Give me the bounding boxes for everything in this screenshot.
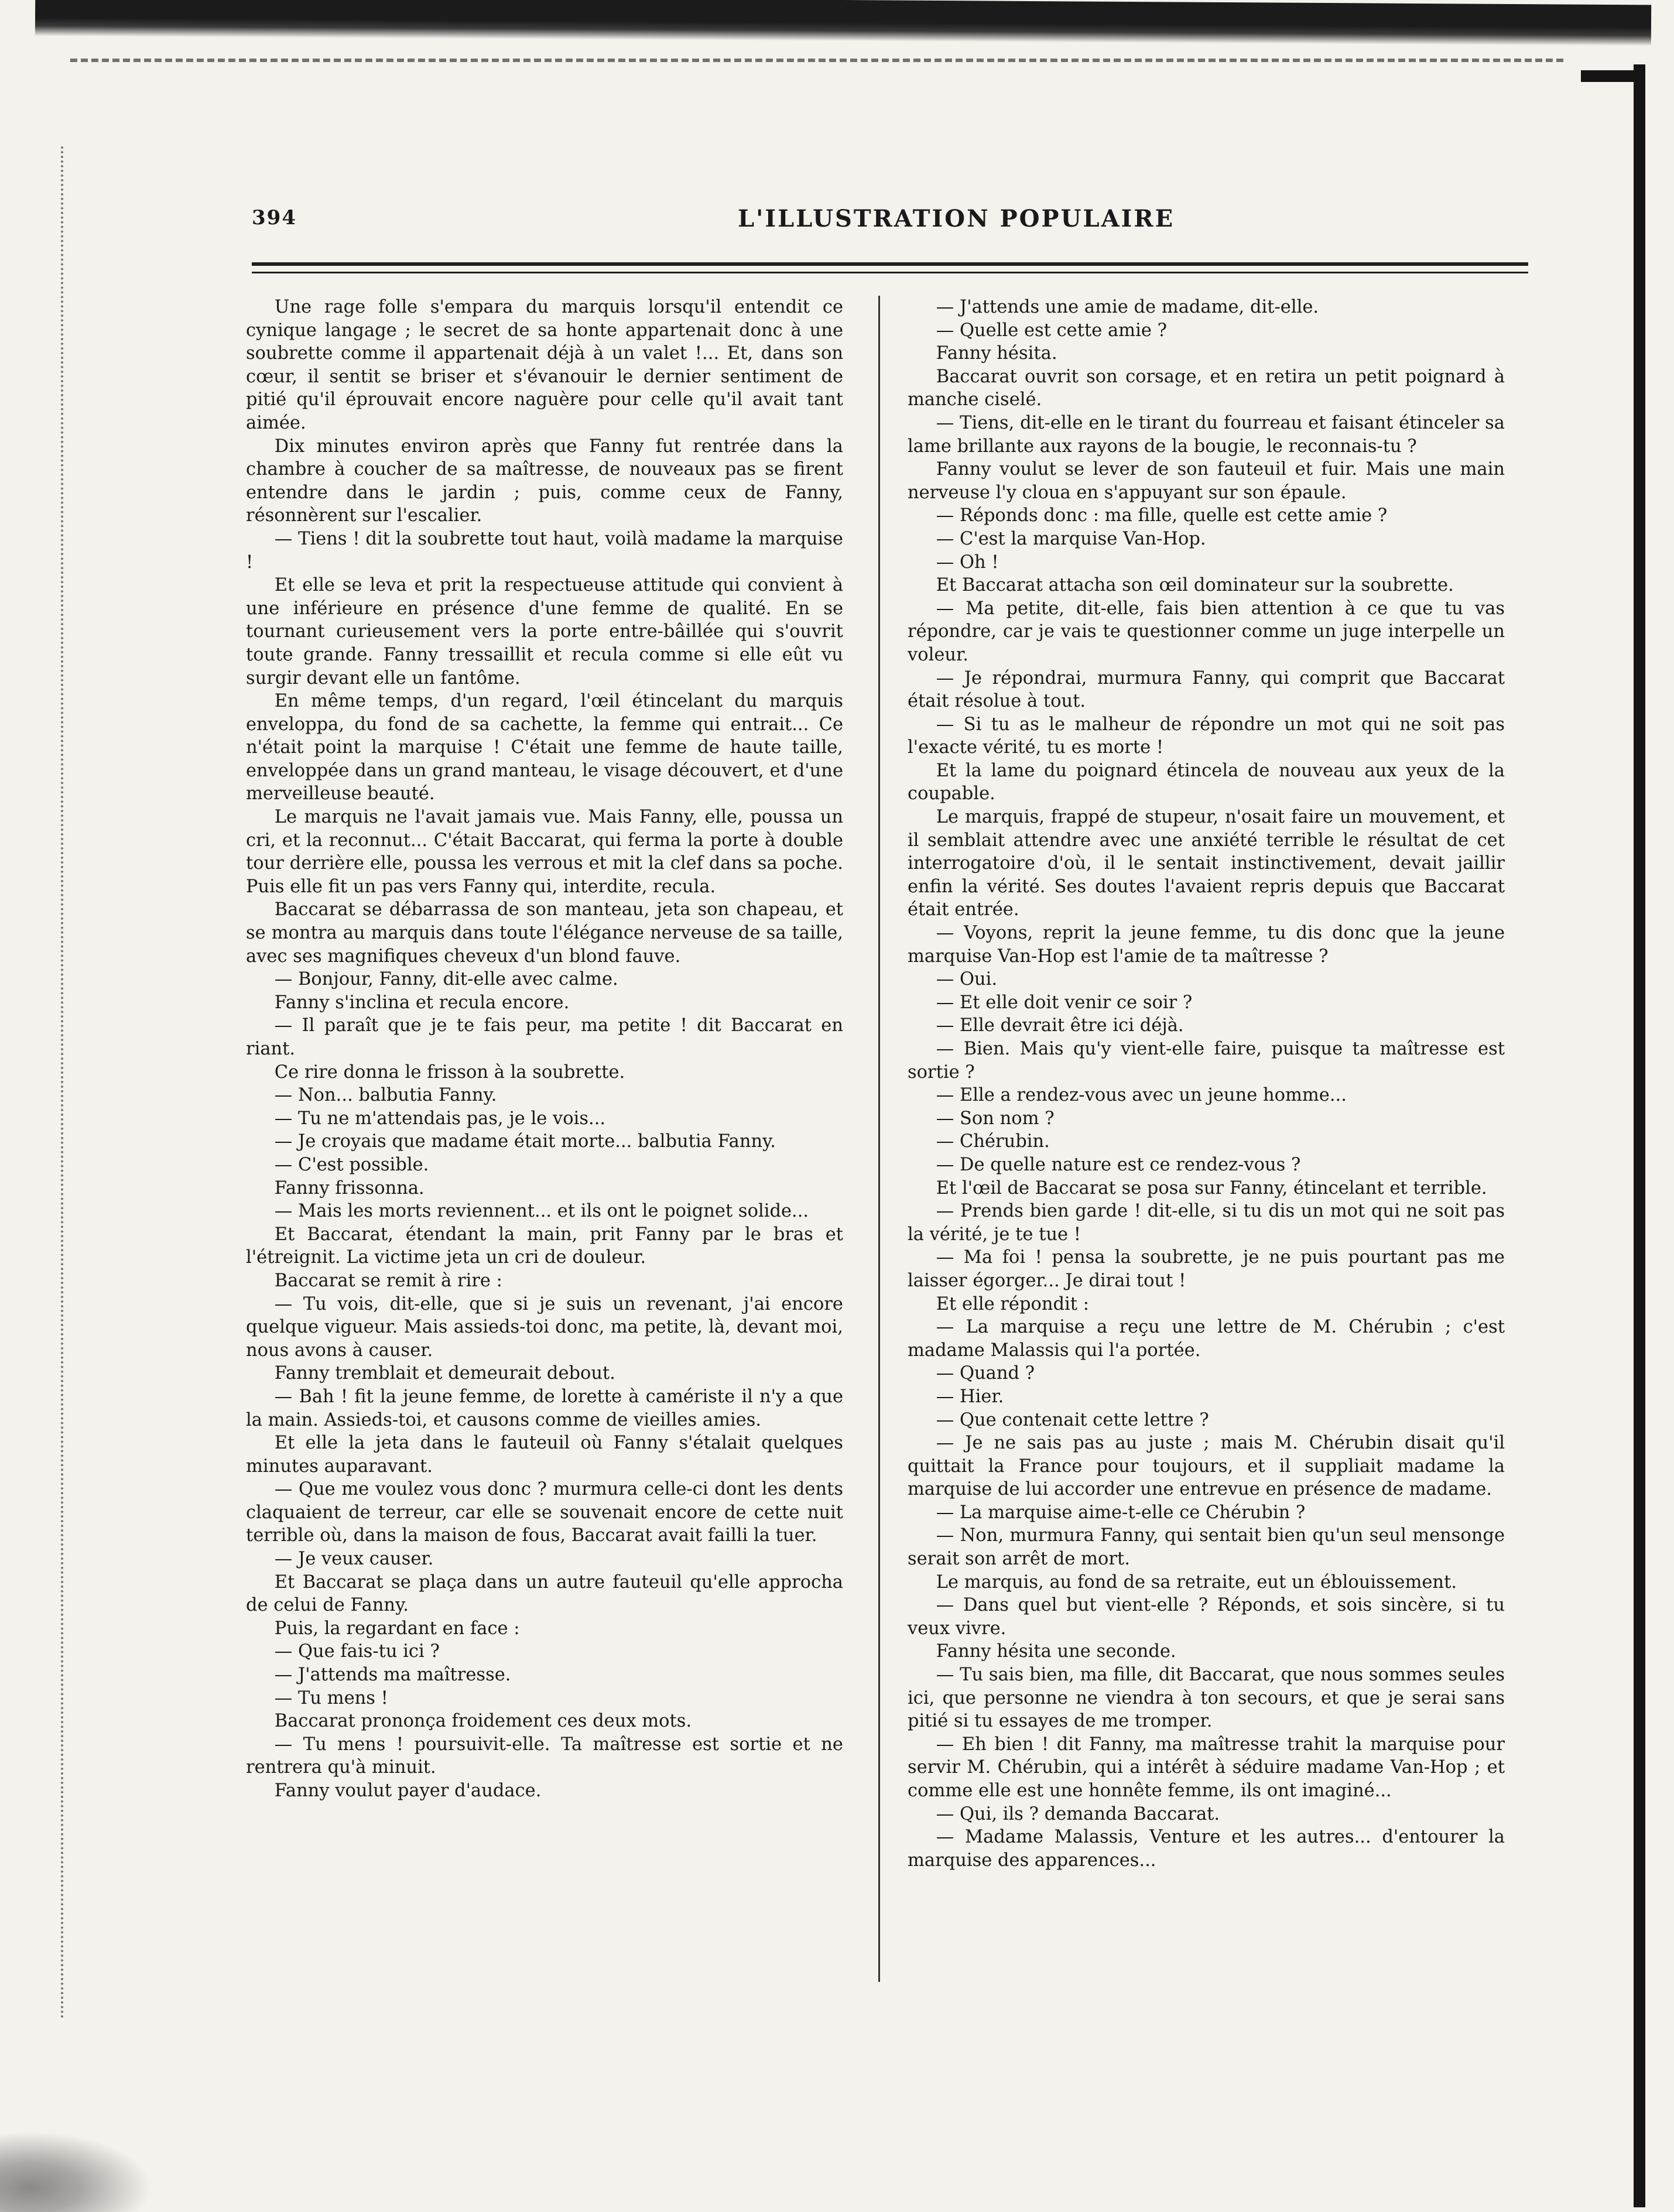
- paragraph: — Qui, ils ? demanda Baccarat.: [936, 1803, 1220, 1824]
- paragraph: — Tu sais bien, ma fille, dit Baccarat, que nous sommes seules ici, que personne ne viendra à ton secours, et que je serai sans pitié si tu essayes de me tromper.: [908, 1665, 1505, 1732]
- paragraph: — Si tu as le malheur de répondre un mot qui ne soit pas l'exacte vérité, tu es morte !: [908, 714, 1505, 758]
- paragraph: — Je veux causer.: [274, 1549, 434, 1570]
- scan-top-border: [35, 0, 1651, 46]
- paragraph: — Chérubin.: [936, 1131, 1050, 1152]
- paragraph: — Prends bien garde ! dit-elle, si tu dis un mot qui ne soit pas la vérité, je te tue !: [908, 1201, 1505, 1245]
- paragraph: Et Baccarat se plaça dans un autre fauteuil qu'elle approcha de celui de Fanny.: [246, 1571, 843, 1616]
- paragraph: — Voyons, reprit la jeune femme, tu dis donc que la jeune marquise Van-Hop est l'amie de ta maîtresse ?: [908, 923, 1505, 967]
- scan-right-border: [1634, 64, 1645, 2207]
- paragraph: — C'est la marquise Van-Hop.: [936, 528, 1206, 549]
- paragraph: En même temps, d'un regard, l'œil étincelant du marquis enveloppa, du fond de sa cachette, la femme qui entrait... Ce n'était point la marquise ! C'était une femme de haute taille, enveloppée dans un grand manteau, le visage découvert, et d'une merveilleuse beauté.: [246, 691, 843, 804]
- paragraph: — Non... balbutia Fanny.: [274, 1085, 497, 1106]
- paragraph: Baccarat prononça froidement ces deux mots.: [274, 1711, 692, 1732]
- paragraph: — Que me voulez vous donc ? murmura celle-ci dont les dents claquaient de terreur, car elle se souvenait encore de cette nuit terrible où, dans la maison de fous, Baccarat avait failli la tuer.: [246, 1479, 843, 1546]
- paragraph: Fanny hésita une seconde.: [936, 1641, 1176, 1662]
- paragraph: Le marquis, au fond de sa retraite, eut un éblouissement.: [936, 1571, 1457, 1593]
- paragraph: — Ma foi ! pensa la soubrette, je ne puis pourtant pas me laisser égorger... Je dirai tout !: [908, 1247, 1505, 1291]
- paragraph: Et elle la jeta dans le fauteuil où Fanny s'étalait quelques minutes auparavant.: [246, 1433, 843, 1477]
- paragraph: Et la lame du poignard étincela de nouveau aux yeux de la coupable.: [908, 760, 1505, 804]
- paragraph: — Oui.: [936, 969, 998, 990]
- header-rule: [252, 262, 1528, 273]
- page-header: [252, 199, 1540, 234]
- scan-bottom-smudge: [0, 2131, 152, 2212]
- paragraph: — Bah ! fit la jeune femme, de lorette à camériste il n'y a que la main. Assieds-toi, et causons comme de vieilles amies.: [246, 1386, 843, 1430]
- paragraph: Fanny s'inclina et recula encore.: [274, 992, 570, 1013]
- paragraph: — Non, murmura Fanny, qui sentait bien qu'un seul mensonge serait son arrêt de mort.: [908, 1525, 1505, 1570]
- scan-left-marks: [61, 146, 68, 2020]
- paragraph: Et Baccarat attacha son œil dominateur sur la soubrette.: [936, 575, 1454, 596]
- paragraph: — Hier.: [936, 1386, 1004, 1407]
- paragraph: Puis, la regardant en face :: [274, 1618, 520, 1639]
- paragraph: — Quand ?: [936, 1363, 1035, 1384]
- paragraph: — Madame Malassis, Venture et les autres... d'entourer la marquise des apparences...: [908, 1827, 1505, 1871]
- paragraph: Fanny hésita.: [936, 343, 1057, 364]
- paragraph: — Je croyais que madame était morte... balbutia Fanny.: [274, 1131, 776, 1152]
- paragraph: — La marquise aime-t-elle ce Chérubin ?: [936, 1502, 1306, 1523]
- paragraph: Dix minutes environ après que Fanny fut rentrée dans la chambre à coucher de sa maîtresse, de nouveaux pas se firent entendre dans le jardin ; puis, comme ceux de Fanny, résonnèrent sur l'escalier.: [246, 436, 843, 526]
- paragraph: — Réponds donc : ma fille, quelle est cette amie ?: [936, 505, 1388, 526]
- paragraph: — Bonjour, Fanny, dit-elle avec calme.: [274, 969, 618, 990]
- paragraph: — Mais les morts reviennent... et ils ont le poignet solide...: [274, 1201, 809, 1222]
- paragraph: — Tu mens ! poursuivit-elle. Ta maîtresse est sortie et ne rentrera qu'à minuit.: [246, 1734, 843, 1778]
- paragraph: Ce rire donna le frisson à la soubrette.: [274, 1062, 625, 1083]
- paragraph: — C'est possible.: [274, 1154, 429, 1175]
- scan-artifact-line: [70, 59, 1563, 75]
- paragraph: Baccarat se remit à rire :: [274, 1270, 502, 1291]
- left-column: [246, 296, 843, 1803]
- paragraph: Baccarat ouvrit son corsage, et en retira un petit poignard à manche ciselé.: [908, 366, 1505, 410]
- paragraph: — Elle a rendez-vous avec un jeune homme...: [936, 1085, 1347, 1106]
- paragraph: Fanny voulut payer d'audace.: [274, 1780, 542, 1801]
- paragraph: Et l'œil de Baccarat se posa sur Fanny, étincelant et terrible.: [936, 1177, 1487, 1199]
- paragraph: Et elle répondit :: [936, 1293, 1089, 1314]
- paragraph: — Quelle est cette amie ?: [936, 320, 1167, 341]
- paragraph: — Que fais-tu ici ?: [274, 1641, 440, 1662]
- paragraph: — Ma petite, dit-elle, fais bien attention à ce que tu vas répondre, car je vais te questionner comme un juge interpelle un voleur.: [908, 598, 1505, 665]
- paragraph: — Dans quel but vient-elle ? Réponds, et sois sincère, si tu veux vivre.: [908, 1595, 1505, 1639]
- paragraph: — Bien. Mais qu'y vient-elle faire, puisque ta maîtresse est sortie ?: [908, 1039, 1505, 1083]
- paragraph: — Tiens, dit-elle en le tirant du fourreau et faisant étinceler sa lame brillante aux rayons de la bougie, le reconnais-tu ?: [908, 412, 1505, 457]
- paragraph: — Je répondrai, murmura Fanny, qui comprit que Baccarat était résolue à tout.: [908, 667, 1505, 712]
- column-divider: [878, 296, 880, 1982]
- paragraph: — De quelle nature est ce rendez-vous ?: [936, 1154, 1301, 1175]
- paragraph: Fanny voulut se lever de son fauteuil et fuir. Mais une main nerveuse l'y cloua en s'appuyant sur son épaule.: [908, 459, 1505, 503]
- paragraph: — Elle devrait être ici déjà.: [936, 1015, 1184, 1036]
- paragraph: — J'attends ma maîtresse.: [274, 1665, 511, 1686]
- paragraph: — Je ne sais pas au juste ; mais M. Chérubin disait qu'il quittait la France pour toujours, et il suppliait madame la marquise de lui accorder une entrevue en présence de madame.: [908, 1433, 1505, 1500]
- paragraph: Fanny tremblait et demeurait debout.: [274, 1363, 615, 1384]
- paragraph: — Il paraît que je te fais peur, ma petite ! dit Baccarat en riant.: [246, 1015, 843, 1059]
- paragraph: Et Baccarat, étendant la main, prit Fanny par le bras et l'étreignit. La victime jeta un cri de douleur.: [246, 1224, 843, 1268]
- paragraph: — La marquise a reçu une lettre de M. Chérubin ; c'est madame Malassis qui l'a portée.: [908, 1317, 1505, 1361]
- running-head: L'ILLUSTRATION POPULAIRE: [738, 205, 1175, 232]
- paragraph: — Son nom ?: [936, 1108, 1055, 1129]
- paragraph: — Que contenait cette lettre ?: [936, 1409, 1209, 1430]
- paragraph: Et elle se leva et prit la respectueuse attitude qui convient à une inférieure en présence d'une femme de qualité. En se tournant curieusement vers la porte entre-bâillée qui s'ouvrit toute grande. Fanny tressaillit et recula comme si elle eût vu surgir devant elle un fantôme.: [246, 575, 843, 689]
- paragraph: Une rage folle s'empara du marquis lorsqu'il entendit ce cynique langage ; le secret de sa honte appartenait donc à une soubrette comme il appartenait déjà à un valet !... Et, dans son cœur, il sentit se briser et s'évanouir le dernier sentiment de pitié qu'il éprouvait encore naguère pour celle qu'il avait tant aimée.: [246, 297, 843, 433]
- paragraph: — J'attends une amie de madame, dit-elle.: [936, 297, 1319, 317]
- paragraph: Baccarat se débarrassa de son manteau, jeta son chapeau, et se montra au marquis dans toute l'élégance nerveuse de sa taille, avec ses magnifiques cheveux d'un blond fauve.: [246, 899, 843, 967]
- paragraph: — Tu ne m'attendais pas, je le vois...: [274, 1108, 606, 1129]
- paragraph: Fanny frissonna.: [274, 1177, 425, 1199]
- right-column: [908, 296, 1505, 1872]
- paragraph: — Tiens ! dit la soubrette tout haut, voilà madame la marquise !: [246, 528, 843, 573]
- paragraph: Le marquis ne l'avait jamais vue. Mais Fanny, elle, poussa un cri, et la reconnut... C'était Baccarat, qui ferma la porte à double tour derrière elle, poussa les verrous et mit la clef dans sa poche. Puis elle fit un pas vers Fanny qui, interdite, recula.: [246, 807, 843, 897]
- paragraph: — Oh !: [936, 552, 999, 573]
- paragraph: — Tu vois, dit-elle, que si je suis un revenant, j'ai encore quelque vigueur. Mais assieds-toi donc, ma petite, là, devant moi, nous avons à causer.: [246, 1293, 843, 1361]
- paragraph: — Et elle doit venir ce soir ?: [936, 992, 1193, 1013]
- paragraph: Le marquis, frappé de stupeur, n'osait faire un mouvement, et il semblait attendre avec une anxiété terrible le résultat de cet interrogatoire d'où, il le sentait instinctivement, devait jaillir enfin la vérité. Ses doutes l'avaient repris depuis que Baccarat était entrée.: [908, 807, 1505, 920]
- paragraph: — Tu mens !: [274, 1687, 388, 1708]
- page-number: 394: [252, 206, 297, 230]
- paragraph: — Eh bien ! dit Fanny, ma maîtresse trahit la marquise pour servir M. Chérubin, qui a intérêt à séduire madame Van-Hop ; et comme elle est une honnête femme, ils ont imaginé...: [908, 1734, 1505, 1801]
